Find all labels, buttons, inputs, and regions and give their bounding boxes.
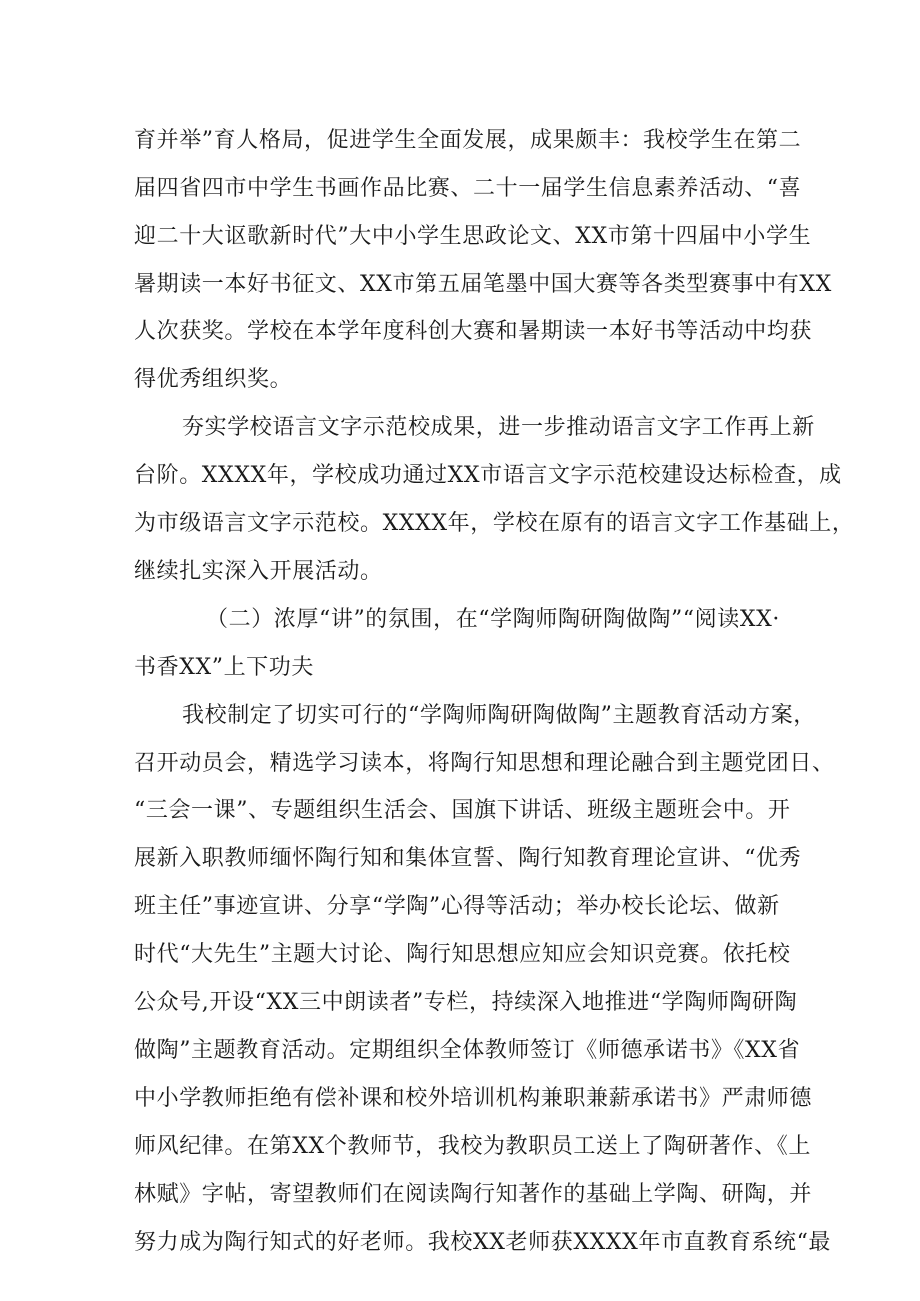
paragraph-line: 公众号,开设“XX三中朗读者”专栏，持续深入地推进“学陶师陶研陶: [134, 990, 798, 1015]
paragraph-line: 林赋》字帖，寄望教师们在阅读陶行知著作的基础上学陶、研陶，并: [134, 1182, 813, 1207]
paragraph-line: 台阶。XXXX年，学校成功通过XX市语言文字示范校建设达标检查，成: [134, 463, 842, 488]
paragraph-line: 我校制定了切实可行的“学陶师陶研陶做陶”主题教育活动方案，: [182, 703, 816, 728]
paragraph-line: 努力成为陶行知式的好老师。我校XX老师获XXXX年市直教育系统“最: [134, 1230, 832, 1255]
paragraph-line: 迎二十大讴歌新时代”大中小学生思政论文、XX市第十四届中小学生: [134, 224, 812, 249]
paragraph-line: 暑期读一本好书征文、XX市第五届笔墨中国大赛等各类型赛事中有XX: [134, 272, 832, 297]
section-heading-line: （二）浓厚“讲”的氛围，在“学陶师陶研陶做陶”“阅读XX·: [206, 607, 780, 632]
paragraph-line: 做陶”主题教育活动。定期组织全体教师签订《师德承诺书》《XX省: [134, 1038, 801, 1063]
paragraph-line: 人次获奖。学校在本学年度科创大赛和暑期读一本好书等活动中均获: [134, 319, 813, 344]
paragraph-line: 继续扎实深入开展活动。: [134, 559, 383, 584]
paragraph-line: 班主任”事迹宣讲、分享“学陶”心得等活动；举办校长论坛、做新: [134, 894, 780, 919]
paragraph-line: 召开动员会，精选学习读本，将陶行知思想和理论融合到主题党团日、: [134, 751, 835, 776]
paragraph-line: 为市级语言文字示范校。XXXX年，学校在原有的语言文字工作基础上，: [134, 511, 855, 536]
paragraph-line: 育并举”育人格局，促进学生全面发展，成果颇丰：我校学生在第二: [134, 128, 802, 153]
paragraph-line: 展新入职教师缅怀陶行知和集体宣誓、陶行知教育理论宣讲、“优秀: [134, 846, 802, 871]
paragraph-line: 得优秀组织奖。: [134, 367, 293, 392]
section-heading-line: 书香XX”上下功夫: [134, 655, 314, 680]
paragraph-line: 中小学教师拒绝有偿补课和校外培训机构兼职兼薪承诺书》严肃师德: [134, 1086, 813, 1111]
paragraph-line: 师风纪律。在第XX个教师节，我校为教职员工送上了陶研著作、《上: [134, 1134, 811, 1159]
paragraph-line: 届四省四市中学生书画作品比赛、二十一届学生信息素养活动、“喜: [134, 176, 802, 201]
paragraph-line: 时代“大先生”主题大讨论、陶行知思想应知应会知识竞赛。依托校: [134, 942, 791, 967]
paragraph-line: “三会一课”、专题组织生活会、国旗下讲话、班级主题班会中。开: [134, 798, 791, 823]
paragraph-line: 夯实学校语言文字示范校成果，进一步推动语言文字工作再上新: [182, 415, 815, 440]
